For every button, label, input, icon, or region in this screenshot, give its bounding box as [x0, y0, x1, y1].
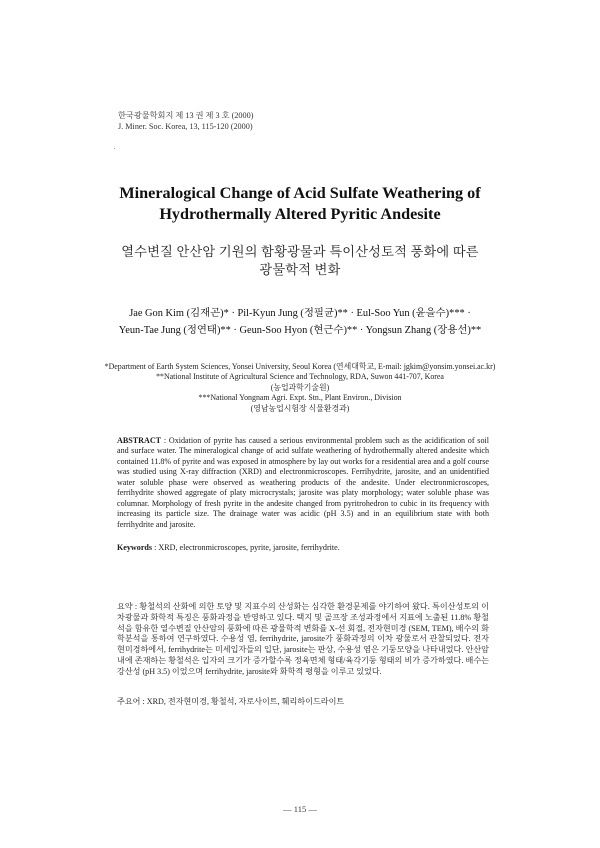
paper-title-korean	[60, 243, 540, 279]
affiliation-2-korean: (농업과학기술원)	[270, 382, 330, 392]
journal-citation-korean: 한국광물학회지 제 13 권 제 3 호 (2000)	[118, 111, 254, 120]
abstract-heading: ABSTRACT	[117, 436, 162, 445]
paper-title-line-2: Hydrothermally Altered Pyritic Andesite	[159, 205, 441, 223]
paper-title-korean-line-1: 열수변질 안산암 기원의 함황광물과 특이산성토적 풍화에 따른	[121, 244, 479, 259]
korean-keywords-body: 주요어 : XRD, 전자현미경, 황철석, 자로사이트, 훼리하이드라이트	[117, 697, 345, 706]
affiliation-1: *Department of Earth System Sciences, Yonsei University, Seoul Korea (연세대학교, E-mail: jgkim@yonsim.yonsei.ac.kr)	[104, 362, 496, 371]
author-list-line-2: Yeun-Tae Jung (정연태)** · Geun-Soo Hyon (현근수)** · Yongsun Zhang (장용선)**	[118, 325, 482, 336]
abstract-body: : Oxidation of pyrite has caused a serious environmental problem such as the acidification of soil and surface water. The mineralogical change of acid sulfate weathering of hydrothermally altered andesite which contained 11.8% of pyrite and was exposed in atmosphere by lay out works for a residential area and a golf course was studied using X-ray diffraction (XRD) and electronmicroscopes. Ferrihydrite, jarosite, and an unidentified water soluble phase were observed as weathering products of the andesite. Under electronmicroscopes, ferrihydrite showed aggregate of platy microcrystals; jarosite was platy morphology; water soluble phase was columnar. Morphology of fresh pyrite in the andesite changed from pyritrohedron to cubic in its frequency with increasing its particle size. The drainage water was acidic (pH 3.5) and in an equilibrium state with both ferrihydrite and jarosite.	[117, 436, 490, 529]
affiliation-3-korean: (영남농업시험장 식물환경과)	[250, 403, 350, 413]
affiliation-3: ***National Yongnam Agri. Expt. Stn., Plant Environ., Division	[198, 393, 402, 403]
paper-title	[60, 183, 540, 225]
author-list	[40, 305, 560, 339]
scan-speck	[114, 148, 115, 149]
affiliation-2: **National Institute of Agricultural Science and Technology, RDA, Suwon 441-707, Korea	[156, 372, 444, 382]
abstract	[117, 436, 489, 530]
author-list-line-1: Jae Gon Kim (김재곤)* · Pil-Kyun Jung (정필균)** · Eul-Soo Yun (윤을수)*** ·	[129, 308, 471, 319]
affiliations	[40, 362, 560, 414]
korean-abstract	[117, 602, 489, 678]
korean-abstract-body: 요약 : 황철석의 산화에 의한 토양 및 지표수의 산성화는 심각한 환경문제를 야기하여 왔다. 특이산성토의 이차광물과 화학적 특징은 풍화과정을 반영하고 있다. 택지 및 골프장 조성과정에서 지표에 노출된 11.8% 황철석을 함유한 열수변질 안산암의 풍화에 따른 광물학적 변화를 X-선 회절, 전자현미경 (SEM, TEM), 배수의 화학분석을 통하여 연구하였다. 수용성 염, ferrihydrite, jarosite가 풍화과정의 이차 광물로서 관찰되었다. 전자현미경하에서, ferrihydrite는 미세입자들의 입단, jarosite는 판상, 수용성 염은 기둥모양을 나타내었다. 안산암 내에 존재하는 황철석은 입자의 크기가 증가할수록 정육면체 형태/육각기둥 형태의 비가 증가하였다. 배수는 강산성 (pH 3.5) 이었으며 ferrihydrite, jarosite와 화학적 평형을 이루고 있었다.	[117, 602, 489, 676]
journal-citation	[118, 110, 253, 132]
korean-keywords	[117, 697, 489, 707]
paper-title-line-1: Mineralogical Change of Acid Sulfate Weathering of	[119, 184, 481, 202]
page-number: — 115 —	[283, 804, 317, 814]
paper-title-korean-line-2: 광물학적 변화	[259, 262, 341, 277]
keywords-heading: Keywords	[117, 543, 153, 552]
keywords	[117, 543, 489, 553]
keywords-body: : XRD, electronmicroscopes, pyrite, jarosite, ferrihydrite.	[154, 543, 340, 552]
journal-citation-english: J. Miner. Soc. Korea, 13, 115-120 (2000)	[118, 122, 253, 131]
